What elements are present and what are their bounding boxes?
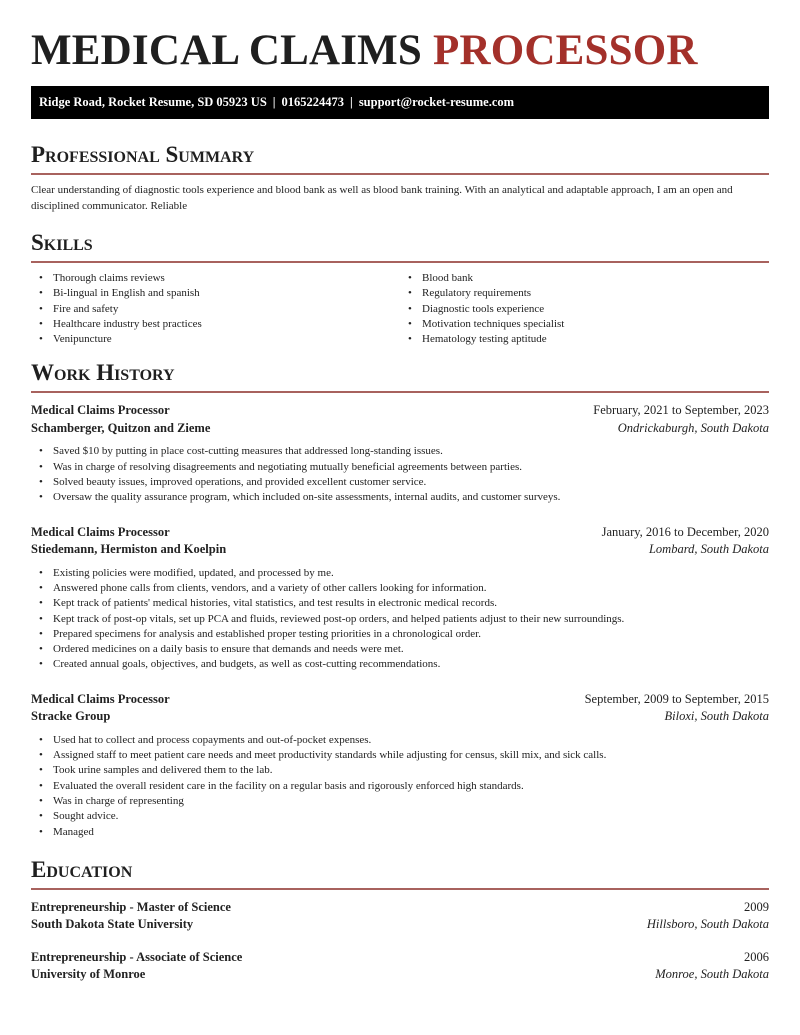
- section-divider: [31, 173, 769, 175]
- section-heading: Education: [31, 856, 133, 882]
- job-company-row: [31, 708, 769, 726]
- education-school: South Dakota State University: [31, 917, 194, 932]
- skill-item: • Venipuncture: [31, 332, 400, 347]
- education-entry: [31, 949, 769, 984]
- job-header-row: [31, 402, 769, 420]
- education-degree: Entrepreneurship - Associate of Science: [31, 949, 243, 964]
- education-entry: [31, 899, 769, 934]
- job-dates: January, 2016 to December, 2020: [601, 524, 769, 539]
- job-bullet: • Existing policies were modified, updated, and processed by me.: [31, 566, 769, 581]
- contact-bar: [31, 86, 769, 119]
- job-bullets: [31, 444, 769, 505]
- job-header-row: [31, 524, 769, 542]
- skill-item: • Healthcare industry best practices: [31, 317, 400, 332]
- education-degree-row: [31, 899, 769, 917]
- job-location: Biloxi, South Dakota: [664, 709, 769, 724]
- job-bullet: • Ordered medicines on a daily basis to ensure that demands and needs were met.: [31, 642, 769, 657]
- job-dates: February, 2021 to September, 2023: [593, 403, 769, 418]
- skills-section: [31, 230, 769, 347]
- contact-address: Ridge Road, Rocket Resume, SD 05923 US: [39, 95, 267, 109]
- job-bullet: • Sought advice.: [31, 809, 769, 824]
- education-location: Monroe, South Dakota: [655, 967, 769, 982]
- job-bullet: • Took urine samples and delivered them to the lab.: [31, 763, 769, 778]
- education-school: University of Monroe: [31, 967, 146, 982]
- job-bullet: • Kept track of patients' medical histories, vital statistics, and test results in electronic medical records.: [31, 596, 769, 611]
- job-bullet: • Used hat to collect and process copayments and out-of-pocket expenses.: [31, 733, 769, 748]
- job-bullet: • Created annual goals, objectives, and budgets, as well as cost-cutting recommendations.: [31, 657, 769, 672]
- job-company: Stiedemann, Hermiston and Koelpin: [31, 542, 227, 557]
- job-location: Lombard, South Dakota: [648, 542, 769, 557]
- education-year: 2009: [744, 899, 769, 914]
- page-title: [31, 28, 769, 74]
- separator: |: [272, 95, 276, 109]
- job-bullets: [31, 733, 769, 840]
- job-header-row: [31, 691, 769, 709]
- section-heading: Work History: [31, 360, 175, 386]
- job-dates: September, 2009 to September, 2015: [584, 691, 769, 706]
- job-title: Medical Claims Processor: [31, 403, 170, 418]
- section-heading: Skills: [31, 230, 93, 255]
- skills-list-left: [31, 271, 400, 347]
- job-company: Stracke Group: [31, 709, 111, 724]
- work-history-section: [31, 360, 769, 839]
- summary-text: Clear understanding of diagnostic tools experience and blood bank as well as blood bank training. With an analytical and adaptable approach, I am an open and disciplined communicator. Reliable: [31, 184, 733, 212]
- contact-email[interactable]: support@rocket-resume.com: [358, 95, 515, 109]
- job-bullet: • Oversaw the quality assurance program, which included on-site assessments, internal audits, and customer surveys.: [31, 490, 769, 505]
- job-title: Medical Claims Processor: [31, 691, 170, 706]
- job-bullet: • Was in charge of resolving disagreements and negotiating mutually beneficial agreements between parties.: [31, 460, 769, 475]
- job-bullet: • Assigned staff to meet patient care needs and meet productivity standards while adjusting for census, skill mix, and sick calls.: [31, 748, 769, 763]
- education-school-row: [31, 916, 769, 934]
- skill-item: • Regulatory requirements: [400, 286, 769, 301]
- contact-phone: 0165224473: [281, 95, 345, 109]
- education-school-row: [31, 966, 769, 984]
- section-divider: [31, 888, 769, 890]
- skill-item: • Fire and safety: [31, 302, 400, 317]
- section-divider: [31, 391, 769, 393]
- job-bullet: • Saved $10 by putting in place cost-cutting measures that addressed long-standing issues.: [31, 444, 769, 459]
- job-location: Ondrickaburgh, South Dakota: [617, 420, 769, 435]
- skill-item: • Hematology testing aptitude: [400, 332, 769, 347]
- title-accent: PROCESSOR: [433, 27, 698, 74]
- skill-item: • Motivation techniques specialist: [400, 317, 769, 332]
- section-divider: [31, 261, 769, 263]
- job-bullet: • Answered phone calls from clients, vendors, and a variety of other callers looking for information.: [31, 581, 769, 596]
- job-bullet: • Kept track of post-op vitals, set up PCA and fluids, reviewed post-op orders, and helped patients adjust to their new surroundings.: [31, 612, 769, 627]
- education-year: 2006: [744, 949, 769, 964]
- education-location: Hillsboro, South Dakota: [646, 917, 769, 932]
- job-company: Schamberger, Quitzon and Zieme: [31, 420, 211, 435]
- separator: |: [350, 95, 353, 109]
- skills-list-right: [400, 271, 769, 347]
- job-entry: [31, 402, 769, 505]
- skill-item: • Bi-lingual in English and spanish: [31, 286, 400, 301]
- section-heading: Professional Summary: [31, 142, 255, 167]
- job-bullet: • Managed: [31, 825, 769, 840]
- job-bullet: • Solved beauty issues, improved operations, and provided excellent customer service.: [31, 475, 769, 490]
- job-company-row: [31, 420, 769, 438]
- job-company-row: [31, 541, 769, 559]
- summary-section: [31, 142, 769, 214]
- job-bullet: • Was in charge of representing: [31, 794, 769, 809]
- skill-item: • Blood bank: [400, 271, 769, 286]
- job-entry: [31, 524, 769, 673]
- job-bullets: [31, 566, 769, 673]
- education-degree: Entrepreneurship - Master of Science: [31, 899, 231, 914]
- job-bullet: • Prepared specimens for analysis and established proper testing priorities in a chronological order.: [31, 627, 769, 642]
- job-entry: [31, 691, 769, 840]
- skill-item: • Thorough claims reviews: [31, 271, 400, 286]
- title-main: MEDICAL CLAIMS: [31, 27, 423, 74]
- job-title: Medical Claims Processor: [31, 524, 170, 539]
- education-degree-row: [31, 949, 769, 967]
- education-section: [31, 857, 769, 984]
- job-bullet: • Evaluated the overall resident care in the facility on a regular basis and rigorously enforced high standards.: [31, 779, 769, 794]
- skill-item: • Diagnostic tools experience: [400, 302, 769, 317]
